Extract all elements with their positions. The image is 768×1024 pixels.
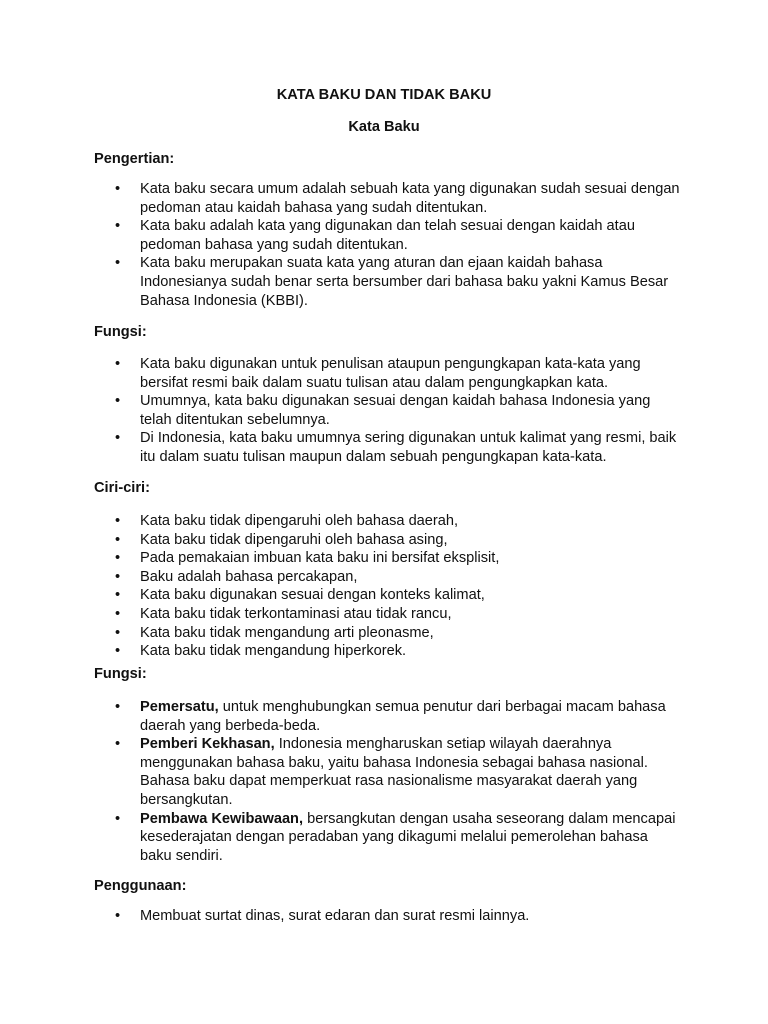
bullet-icon: • [115,531,121,548]
bullet-icon: • [115,181,121,197]
list-item: • Kata baku merupakan suata kata yang aturan dan ejaan kaidah bahasa Indonesianya sudah benar serta bersumber dari bahasa baku yakni Kamus Besar Bahasa Indonesia (KBBI). [115,255,669,309]
list-item: • Membuat surtat dinas, surat edaran dan surat resmi lainnya. [115,908,530,924]
bullet-icon: • [115,550,121,567]
list-item: • Pada pemakaian imbuan kata baku ini bersifat eksplisit, [115,550,500,567]
list-item: • Baku adalah bahasa percakapan, [115,568,358,585]
bullet-icon: • [115,393,121,410]
list-item: • Pemberi Kekhasan, Indonesia mengharuskan setiap wilayah daerahnya menggunakan bahasa baku, yaitu bahasa Indonesia sebagai bahasa nasional. Bahasa baku dapat memperkuat rasa nasionalisme masyarakat daerah yang bersangkutan. [115,736,648,808]
list-fungsi [0,355,680,467]
list-item: • Kata baku secara umum adalah sebuah kata yang digunakan sudah sesuai dengan pedoman atau kaidah bahasa yang sudah ditentukan. [115,181,680,216]
bullet-icon: • [115,908,121,924]
bullet-icon: • [115,736,121,753]
bullet-icon: • [115,605,121,622]
list-ciri-ciri [0,512,680,661]
bullet-icon: • [115,218,121,235]
bullet-icon: • [115,587,121,604]
list-pengertian [0,180,680,310]
list-item: • Umumnya, kata baku digunakan sesuai dengan kaidah bahasa Indonesia yang telah ditentukan sebelumnya. [115,393,651,428]
section-heading-ciri-ciri: Ciri-ciri: [94,480,150,496]
bullet-icon: • [115,624,121,641]
list-item: • Kata baku digunakan untuk penulisan ataupun pengungkapan kata-kata yang bersifat resmi baik dalam suatu tulisan atau dalam pengungkapkan kata. [115,356,641,391]
bullet-icon: • [115,513,121,529]
bullet-icon: • [115,643,121,660]
document-title: KATA BAKU DAN TIDAK BAKU [276,87,492,103]
bullet-icon: • [115,356,121,372]
section-heading-fungsi: Fungsi: [94,324,147,340]
list-item: • Pemersatu, untuk menghubungkan semua penutur dari berbagai macam bahasa daerah yang berbeda-beda. [115,699,666,734]
list-item: • Kata baku tidak dipengaruhi oleh bahasa daerah, [115,513,459,529]
bullet-icon: • [115,568,121,585]
list-item: • Kata baku tidak mengandung arti pleonasme, [115,624,434,641]
document-subtitle: Kata Baku [348,119,420,135]
bullet-icon: • [115,810,121,827]
section-heading-penggunaan: Penggunaan: [94,878,187,894]
list-item: • Kata baku tidak dipengaruhi oleh bahasa asing, [115,531,448,548]
section-heading-pengertian: Pengertian: [94,151,175,167]
list-penggunaan [0,907,680,926]
list-item: • Kata baku digunakan sesuai dengan konteks kalimat, [115,587,485,604]
list-item: • Di Indonesia, kata baku umumnya sering digunakan untuk kalimat yang resmi, baik itu dalam suatu tulisan maupun dalam sebuah pengungkapan kata-kata. [115,430,677,465]
bullet-icon: • [115,699,121,715]
bullet-icon: • [115,430,121,447]
list-item: • Pembawa Kewibawaan, bersangkutan dengan usaha seseorang dalam mencapai kesederajatan dengan peradaban yang dikagumi melalui pemerolehan bahasa baku sendiri. [115,810,676,864]
list-item: • Kata baku tidak terkontaminasi atau tidak rancu, [115,605,452,622]
list-fungsi-2 [0,698,680,865]
bullet-icon: • [115,255,121,272]
section-heading-fungsi-2: Fungsi: [94,666,147,682]
list-item: • Kata baku tidak mengandung hiperkorek. [115,643,407,660]
list-item: • Kata baku adalah kata yang digunakan dan telah sesuai dengan kaidah atau pedoman bahasa yang sudah ditentukan. [115,218,635,253]
